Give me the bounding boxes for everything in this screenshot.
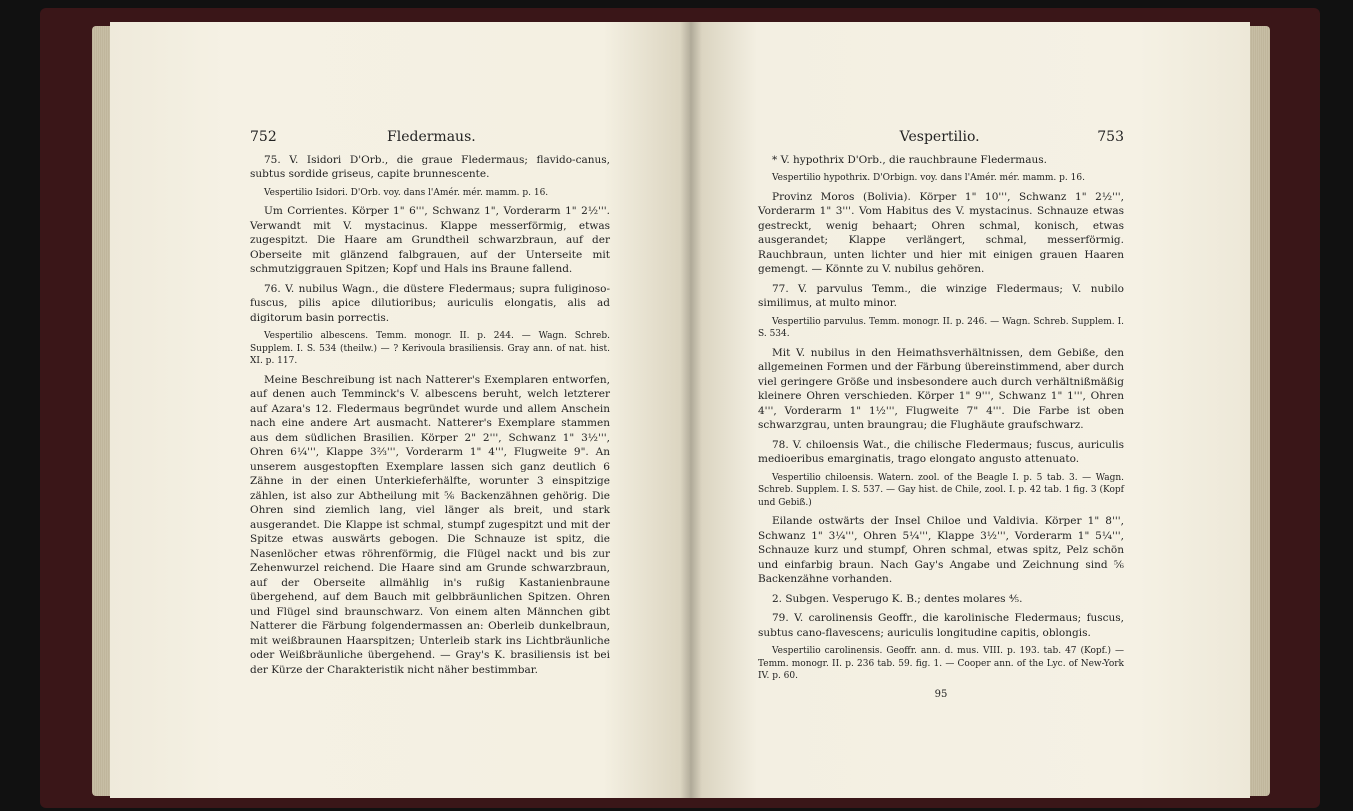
right-paragraph: Mit V. nubilus in den Heimathsverhältnissen, dem Gebiße, den allgemeinen Formen und der Färbung übereinstimmend, aber durch viel geringere Größe und insbesondere auch durch verhältnißmäßig kleinere Ohren verschieden. Körper 1" 9''', Schwanz 1" 1''', Ohren 4''', Vorderarm 1" 1½''', Flugweite 7" 4'''. Die Farbe ist oben schwarzgrau, unten braungrau; die Flughäute graufschwarz.	[758, 346, 1124, 431]
right-paragraph: * V. hypothrix D'Orb., die rauchbraune Fledermaus.	[772, 153, 1047, 166]
open-book	[40, 8, 1320, 808]
right-head-title: Vespertilio.	[899, 129, 980, 145]
left-page-number: 752	[250, 129, 277, 145]
right-paragraph: Vespertilio parvulus. Temm. monogr. II. p. 246. — Wagn. Schreb. Supplem. I. S. 534.	[758, 316, 1124, 339]
right-paragraph: 79. V. carolinensis Geoffr., die karolinische Fledermaus; fuscus, subtus cano-flavescens; auriculis longitudine capitis, oblongis.	[758, 612, 1124, 639]
left-paragraph: Um Corrientes. Körper 1" 6''', Schwanz 1", Vorderarm 1" 2½'''. Verwandt mit V. mystacinus. Klappe messerförmig, etwas zugespitzt. Die Haare am Grundtheil schwarzbraun, auf der Oberseite mit glänzend falbgrauen, auf der Unterseite mit schmutziggrauen Spitzen; Kopf und Hals ins Braune fallend.	[250, 205, 610, 275]
right-paragraph: Vespertilio hypothrix. D'Orbign. voy. dans l'Amér. mér. mamm. p. 16.	[772, 173, 1085, 183]
left-running-head	[250, 130, 610, 145]
right-paragraph: Provinz Moros (Bolivia). Körper 1" 10''', Schwanz 1" 2½''', Vorderarm 1" 3'''. Vom Habitus des V. mystacinus. Schnauze etwas gestreckt, wenig behaart; Ohren schmal, konisch, etwas ausgerandet; Klappe verlängert, schmal, messerförmig. Rauchbraun, unten lichter und hier mit einigen grauen Haaren gemengt. — Könnte zu V. nubilus gehören.	[758, 190, 1124, 275]
right-paragraph: Vespertilio chiloensis. Watern. zool. of the Beagle I. p. 5 tab. 3. — Wagn. Schreb. Supplem. I. S. 537. — Gay hist. de Chile, zool. I. p. 42 tab. 1 fig. 3 (Kopf und Gebiß.)	[758, 472, 1124, 508]
right-paragraph: Eilande ostwärts der Insel Chiloe und Valdivia. Körper 1" 8''', Schwanz 1" 3¼''', Ohren 5¼''', Klappe 3½''', Vorderarm 1" 5¼''', Schnauze kurz und stumpf, Ohren schmal, etwas spitz, Pelz schön und einfarbig braun. Nach Gay's Angabe und Zeichnung sind ⅚ Backenzähne vorhanden.	[758, 515, 1124, 585]
left-paragraph: Vespertilio Isidori. D'Orb. voy. dans l'Amér. mér. mamm. p. 16.	[264, 187, 549, 198]
left-paragraph: 76. V. nubilus Wagn., die düstere Fledermaus; supra fuliginoso-fuscus, pilis apice dilutioribus; auriculis elongatis, alis ad digitorum basin porrectis.	[250, 282, 610, 324]
left-head-title: Fledermaus.	[387, 129, 476, 145]
right-body	[758, 153, 1124, 683]
left-body	[250, 153, 610, 678]
left-paragraph: 75. V. Isidori D'Orb., die graue Fledermaus; flavido-canus, subtus sordide griseus, capite brunnescente.	[250, 153, 610, 180]
right-paragraph: 78. V. chiloensis Wat., die chilische Fledermaus; fuscus, auriculis medioeribus emarginatis, trago elongato angusto attenuato.	[758, 438, 1124, 465]
right-page-text	[758, 130, 1124, 702]
right-paragraph: 2. Subgen. Vesperugo K. B.; dentes molares ⅘.	[772, 592, 1023, 605]
left-paragraph: Meine Beschreibung ist nach Natterer's Exemplaren entworfen, auf denen auch Temminck's V. albescens beruht, welch letzterer auf Azara's 12. Fledermaus begründet wurde und allem Anschein nach eine andere Art ausmacht. Natterer's Exemplare stammen aus dem südlichen Brasilien. Körper 2" 2''', Schwanz 1" 3½''', Ohren 6¼''', Klappe 3⅔''', Vorderarm 1" 4''', Flugweite 9". An unserem ausgestopften Exemplare lassen sich ganz deutlich 6 Zähne in der einen Unterkieferhälfte, worunter 3 einspitzige zählen, ist also zur Abtheilung mit ⅚ Backenzähnen gehörig. Die Ohren sind ziemlich lang, viel länger als breit, und stark ausgerandet. Die Klappe ist schmal, stumpf zugespitzt und mit der Spitze etwas auswärts gebogen. Die Schnauze ist spitz, die Nasenlöcher etwas röhrenförmig, die Flügel nackt und bis zur Zehenwurzel reichend. Die Haare sind am Grunde schwarzbraun, auf der Oberseite allmählig in's rußig Kastanienbraune übergehend, auf dem Bauch mit gelbbräunlichen Spitzen. Ohren und Flügel sind braunschwarz. Von einem alten Männchen gibt Natterer die Färbung folgendermassen an: Oberleib dunkelbraun, mit weißbraunen Haarspitzen; Unterleib stark ins Lichtbräunliche oder Weißbräunliche übergehend. — Gray's K. brasiliensis ist bei der Kürze der Charakteristik nicht näher bestimmbar.	[250, 373, 610, 676]
signature-mark: 95	[934, 688, 948, 700]
left-paragraph: Vespertilio albescens. Temm. monogr. II. p. 244. — Wagn. Schreb. Supplem. I. S. 534 (theilw.) — ? Kerivoula brasiliensis. Gray ann. of nat. hist. XI. p. 117.	[250, 331, 610, 366]
right-paragraph: Vespertilio carolinensis. Geoffr. ann. d. mus. VIII. p. 193. tab. 47 (Kopf.) — Temm. monogr. II. p. 236 tab. 59. fig. 1. — Cooper ann. of the Lyc. of New-York IV. p. 60.	[758, 646, 1124, 681]
right-running-head	[758, 130, 1124, 145]
right-paragraph: 77. V. parvulus Temm., die winzige Fledermaus; V. nubilo similimus, at multo minor.	[758, 282, 1124, 309]
left-page-text	[250, 130, 610, 682]
right-page	[690, 22, 1250, 798]
book-gutter	[680, 22, 702, 798]
left-page	[110, 22, 690, 798]
right-page-number: 753	[1097, 129, 1124, 145]
